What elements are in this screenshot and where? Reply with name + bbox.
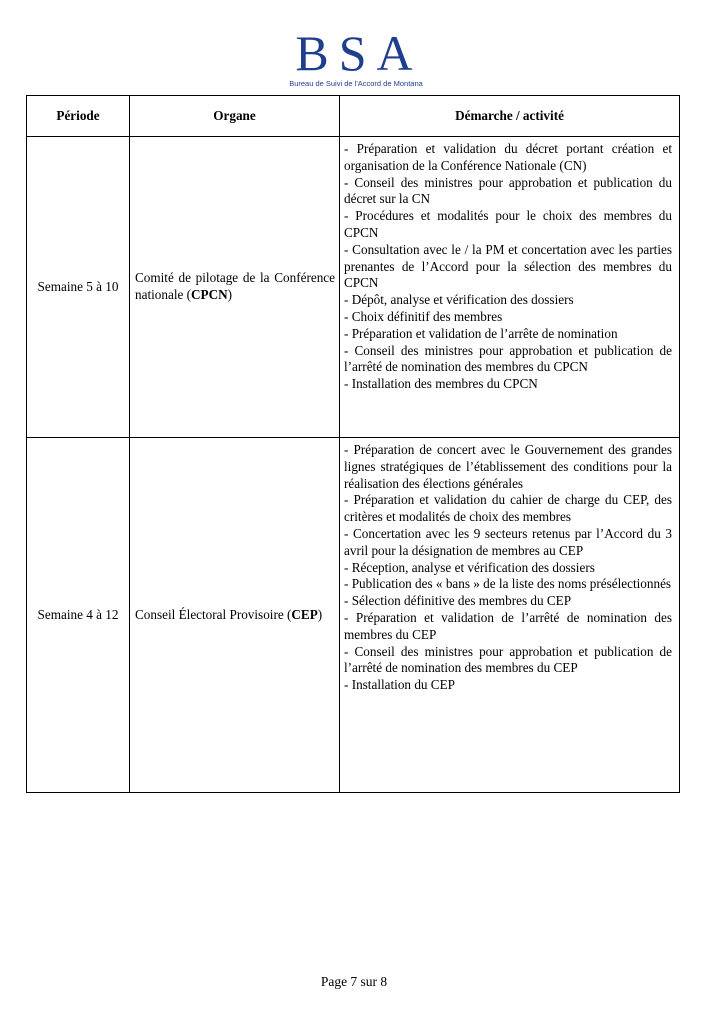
logo-subtitle: Bureau de Suivi de l'Accord de Montana <box>289 79 423 88</box>
organe-acronym: CEP <box>291 606 318 622</box>
organe-cell <box>130 438 340 793</box>
organe-cell <box>130 137 340 438</box>
activity-item: - Préparation et validation de l’arrêté de nomination des membres du CEP <box>344 609 672 642</box>
activity-item: - Installation du CEP <box>344 677 455 693</box>
activity-item: - Dépôt, analyse et vérification des dossiers <box>344 292 574 308</box>
organe-text-end: ) <box>227 287 233 302</box>
column-header-organe: Organe <box>130 96 340 137</box>
demarche-cell <box>340 137 680 438</box>
organe-text-end: ) <box>317 606 323 622</box>
periode-cell: Semaine 4 à 12 <box>27 438 130 793</box>
activity-item: - Installation des membres du CPCN <box>344 376 538 392</box>
column-header-demarche: Démarche / activité <box>340 96 680 137</box>
activity-item: - Concertation avec les 9 secteurs retenus par l’Accord du 3 avril pour la désignation de membres au CEP <box>344 525 672 558</box>
activity-item: - Conseil des ministres pour approbation et publication de l’arrêté de nomination des membres du CEP <box>344 643 672 676</box>
bsa-logo <box>0 25 708 88</box>
demarche-cell <box>340 438 680 793</box>
activity-item: - Conseil des ministres pour approbation et publication du décret sur la CN <box>344 174 672 207</box>
activity-item: - Préparation et validation du cahier de charge du CEP, des critères et modalités de choix des membres <box>344 492 672 525</box>
column-header-periode: Période <box>27 96 130 137</box>
table-header-row <box>27 96 680 137</box>
activity-item: - Sélection définitive des membres du CEP <box>344 593 572 609</box>
table-row <box>27 438 680 793</box>
table-row <box>27 137 680 438</box>
organe-text: Comité de pilotage de la Conférence nationale ( <box>135 270 335 302</box>
periode-cell: Semaine 5 à 10 <box>27 137 130 438</box>
activity-item: - Publication des « bans » de la liste des noms présélectionnés <box>344 576 672 592</box>
activity-item: - Préparation et validation de l’arrête de nomination <box>344 325 618 341</box>
organe-acronym: CPCN <box>191 287 228 302</box>
activity-item: - Consultation avec le / la PM et concertation avec les parties prenantes de l’Accord pour la sélection des membres du CPCN <box>344 241 672 291</box>
activity-item: - Choix définitif des membres <box>344 308 503 324</box>
logo-letters: BSA <box>295 25 423 81</box>
activity-item: - Procédures et modalités pour le choix des membres du CPCN <box>344 208 672 240</box>
activity-item: - Préparation de concert avec le Gouvernement des grandes lignes stratégiques de l’établissement des conditions pour la réalisation des élections générales <box>344 442 672 491</box>
activity-item: - Préparation et validation du décret portant création et organisation de la Conférence Nationale (CN) <box>344 141 672 173</box>
organe-text: Conseil Électoral Provisoire ( <box>135 606 292 622</box>
schedule-table <box>26 95 680 793</box>
activity-item: - Réception, analyse et vérification des dossiers <box>344 559 595 575</box>
activity-item: - Conseil des ministres pour approbation et publication de l’arrêté de nomination des membres du CPCN <box>344 342 672 375</box>
page-number: Page 7 sur 8 <box>320 974 388 989</box>
